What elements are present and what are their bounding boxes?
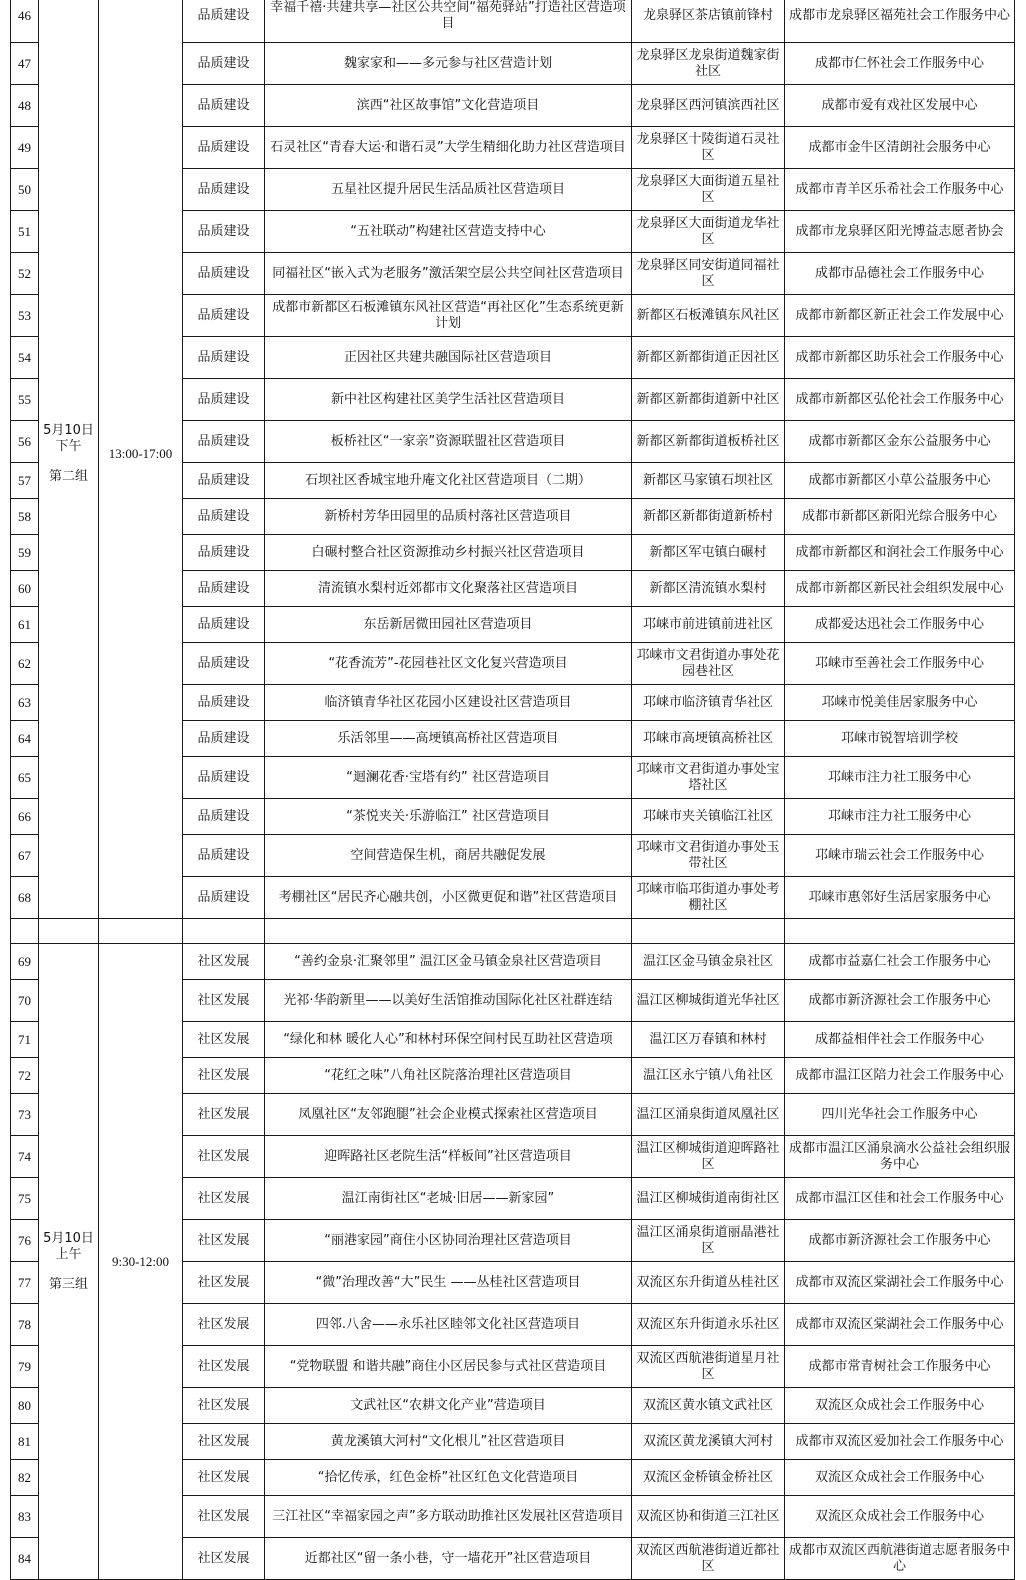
project-location: 新都区清流镇水梨村 (632, 571, 785, 607)
project-name: 新桥村芳华田园里的品质村落社区营造项目 (265, 499, 632, 535)
empty-cell (265, 919, 632, 944)
service-organization: 成都市新都区新民社会组织发展中心 (785, 571, 1015, 607)
service-organization: 成都市常青树社会工作服务中心 (785, 1346, 1015, 1388)
project-name: 清流镇水梨村近郊都市文化聚落社区营造项目 (265, 571, 632, 607)
project-name: 光祁·华韵新里——以美好生活馆推动国际化社区社群连结 (265, 980, 632, 1022)
row-number: 80 (11, 1388, 39, 1424)
project-name: 成都市新都区石板滩镇东风社区营造“再社区化”生态系统更新计划 (265, 295, 632, 337)
service-organization: 成都市品德社会工作服务中心 (785, 253, 1015, 295)
project-name: 幸福千禧·共建共享—社区公共空间“福苑驿站”打造社区营造项目 (265, 0, 632, 43)
project-name: 滨西“社区故事馆”文化营造项目 (265, 85, 632, 127)
service-organization: 成都市龙泉驿区阳光博益志愿者协会 (785, 211, 1015, 253)
project-location: 邛崃市前进镇前进社区 (632, 607, 785, 643)
project-location: 龙泉驿区同安街道同福社区 (632, 253, 785, 295)
service-organization: 成都市新都区和润社会工作服务中心 (785, 535, 1015, 571)
service-organization: 成都市新都区新阳光综合服务中心 (785, 499, 1015, 535)
project-category: 品质建设 (183, 127, 265, 169)
project-location: 龙泉驿区大面街道五星社区 (632, 169, 785, 211)
project-name: 黄龙溪镇大河村“文化根儿”社区营造项目 (265, 1424, 632, 1460)
group-date: 5月10日 (43, 422, 94, 438)
empty-cell (632, 919, 785, 944)
project-name: 凤凰社区“友邻跑腿”社会企业模式探索社区营造项目 (265, 1094, 632, 1136)
service-organization: 成都市双流区棠湖社会工作服务中心 (785, 1304, 1015, 1346)
project-name: 新中社区构建社区美学生活社区营造项目 (265, 379, 632, 421)
project-category: 社区发展 (183, 1178, 265, 1220)
project-name: “善约金泉·汇聚邻里” 温江区金马镇金泉社区营造项目 (265, 944, 632, 980)
project-category: 品质建设 (183, 685, 265, 721)
service-organization: 邛崃市至善社会工作服务中心 (785, 643, 1015, 685)
project-location: 温江区金马镇金泉社区 (632, 944, 785, 980)
table-row (11, 944, 1015, 980)
project-name: “绿化和林 暖化人心”和林村环保空间村民互助社区营造项 (265, 1022, 632, 1058)
project-name: 近都社区“留一条小巷，守一墙花开”社区营造项目 (265, 1538, 632, 1580)
service-organization: 成都市青羊区乐希社会工作服务中心 (785, 169, 1015, 211)
project-name: 四邻.八舍——永乐社区睦邻文化社区营造项目 (265, 1304, 632, 1346)
project-name: 迎晖路社区老院生活“样板间”社区营造项目 (265, 1136, 632, 1178)
project-name: “迴澜花香·宝塔有约” 社区营造项目 (265, 757, 632, 799)
project-category: 社区发展 (183, 1136, 265, 1178)
service-organization: 成都市温江区佳和社会工作服务中心 (785, 1178, 1015, 1220)
service-organization: 成都市双流区爱加社会工作服务中心 (785, 1424, 1015, 1460)
row-number: 53 (11, 295, 39, 337)
project-category: 社区发展 (183, 1094, 265, 1136)
project-category: 社区发展 (183, 944, 265, 980)
service-organization: 邛崃市瑞云社会工作服务中心 (785, 835, 1015, 877)
empty-cell (785, 919, 1015, 944)
service-organization: 成都市新都区小草公益服务中心 (785, 463, 1015, 499)
service-organization: 双流区众成社会工作服务中心 (785, 1460, 1015, 1496)
group-group: 第二组 (48, 468, 88, 484)
project-category: 品质建设 (183, 295, 265, 337)
row-number: 50 (11, 169, 39, 211)
service-organization: 成都市新都区新正社会工作发展中心 (785, 295, 1015, 337)
service-organization: 成都市双流区西航港街道志愿者服务中心 (785, 1538, 1015, 1580)
service-organization: 成都市龙泉驿区福苑社会工作服务中心 (785, 0, 1015, 43)
empty-cell (11, 919, 39, 944)
project-location: 温江区柳城街道南街社区 (632, 1178, 785, 1220)
row-number: 47 (11, 43, 39, 85)
row-number: 73 (11, 1094, 39, 1136)
project-location: 双流区东升街道永乐社区 (632, 1304, 785, 1346)
row-number: 49 (11, 127, 39, 169)
project-name: 石灵社区“青春大运·和谐石灵”大学生精细化助力社区营造项目 (265, 127, 632, 169)
row-number: 59 (11, 535, 39, 571)
project-location: 新都区石板滩镇东风社区 (632, 295, 785, 337)
project-category: 社区发展 (183, 1538, 265, 1580)
row-number: 57 (11, 463, 39, 499)
row-number: 51 (11, 211, 39, 253)
project-name: 乐活邻里——高埂镇高桥社区营造项目 (265, 721, 632, 757)
row-number: 60 (11, 571, 39, 607)
project-category: 品质建设 (183, 0, 265, 43)
project-name: 温江南街社区“老城·旧居——新家园” (265, 1178, 632, 1220)
project-name: 考棚社区“居民齐心融共创，小区微更促和谐”社区营造项目 (265, 877, 632, 919)
project-location: 龙泉驿区西河镇滨西社区 (632, 85, 785, 127)
project-category: 品质建设 (183, 643, 265, 685)
group-time: 13:00-17:00 (99, 0, 183, 919)
row-number: 78 (11, 1304, 39, 1346)
service-organization: 成都市益嘉仁社会工作服务中心 (785, 944, 1015, 980)
project-location: 双流区西航港街道星月社区 (632, 1346, 785, 1388)
project-name: “茶悦夹关·乐游临江” 社区营造项目 (265, 799, 632, 835)
service-organization: 成都市爱有戏社区发展中心 (785, 85, 1015, 127)
project-name: 板桥社区“一家亲”资源联盟社区营造项目 (265, 421, 632, 463)
row-number: 68 (11, 877, 39, 919)
project-location: 双流区东升街道丛桂社区 (632, 1262, 785, 1304)
project-location: 双流区协和街道三江社区 (632, 1496, 785, 1538)
project-location: 邛崃市临邛街道办事处考棚社区 (632, 877, 785, 919)
service-organization: 成都市温江区陪力社会工作服务中心 (785, 1058, 1015, 1094)
project-location: 邛崃市高埂镇高桥社区 (632, 721, 785, 757)
project-location: 邛崃市文君街道办事处花园巷社区 (632, 643, 785, 685)
project-location: 新都区新都街道正因社区 (632, 337, 785, 379)
project-category: 品质建设 (183, 535, 265, 571)
project-category: 品质建设 (183, 607, 265, 643)
row-number: 70 (11, 980, 39, 1022)
row-number: 67 (11, 835, 39, 877)
table-body (11, 0, 1015, 1580)
project-location: 双流区金桥镇金桥社区 (632, 1460, 785, 1496)
project-location: 双流区西航港街道近都社区 (632, 1538, 785, 1580)
project-category: 社区发展 (183, 980, 265, 1022)
project-category: 品质建设 (183, 799, 265, 835)
row-number: 69 (11, 944, 39, 980)
table-row (11, 0, 1015, 43)
project-location: 温江区柳城街道迎晖路社区 (632, 1136, 785, 1178)
project-category: 品质建设 (183, 85, 265, 127)
row-number: 66 (11, 799, 39, 835)
service-organization: 邛崃市悦美佳居家服务中心 (785, 685, 1015, 721)
project-location: 邛崃市文君街道办事处宝塔社区 (632, 757, 785, 799)
row-number: 61 (11, 607, 39, 643)
row-number: 63 (11, 685, 39, 721)
project-category: 社区发展 (183, 1496, 265, 1538)
row-number: 83 (11, 1496, 39, 1538)
row-number: 64 (11, 721, 39, 757)
project-category: 社区发展 (183, 1388, 265, 1424)
service-organization: 成都市新济源社会工作服务中心 (785, 1220, 1015, 1262)
project-location: 温江区涌泉街道凤凰社区 (632, 1094, 785, 1136)
row-number: 82 (11, 1460, 39, 1496)
project-location: 温江区柳城街道光华社区 (632, 980, 785, 1022)
service-organization: 成都市金牛区清朗社会服务中心 (785, 127, 1015, 169)
project-category: 品质建设 (183, 571, 265, 607)
project-location: 龙泉驿区大面街道龙华社区 (632, 211, 785, 253)
project-name: 东岳新居微田园社区营造项目 (265, 607, 632, 643)
project-category: 品质建设 (183, 721, 265, 757)
project-name: “丽港家园”商住小区协同治理社区营造项目 (265, 1220, 632, 1262)
project-location: 温江区永宁镇八角社区 (632, 1058, 785, 1094)
group-group: 第三组 (48, 1276, 88, 1292)
row-number: 56 (11, 421, 39, 463)
project-location: 新都区军屯镇白碾村 (632, 535, 785, 571)
row-number: 46 (11, 0, 39, 43)
project-category: 品质建设 (183, 379, 265, 421)
project-location: 温江区万春镇和林村 (632, 1022, 785, 1058)
service-organization: 邛崃市注力社工服务中心 (785, 757, 1015, 799)
project-name: “五社联动”构建社区营造支持中心 (265, 211, 632, 253)
project-location: 新都区马家镇石坝社区 (632, 463, 785, 499)
group-period: 下午 (55, 438, 82, 454)
project-name: 魏家家和——多元参与社区营造计划 (265, 43, 632, 85)
project-name: 五星社区提升居民生活品质社区营造项目 (265, 169, 632, 211)
project-category: 社区发展 (183, 1022, 265, 1058)
row-number: 75 (11, 1178, 39, 1220)
service-organization: 四川光华社会工作服务中心 (785, 1094, 1015, 1136)
empty-cell (183, 919, 265, 944)
service-organization: 邛崃市惠邻好生活居家服务中心 (785, 877, 1015, 919)
project-name: 同福社区“嵌入式为老服务”激活架空层公共空间社区营造项目 (265, 253, 632, 295)
project-name: 石坝社区香城宝地升庵文化社区营造项目（二期） (265, 463, 632, 499)
service-organization: 成都市新都区助乐社会工作服务中心 (785, 337, 1015, 379)
service-organization: 成都市温江区涌泉滴水公益社会组织服务中心 (785, 1136, 1015, 1178)
project-category: 品质建设 (183, 337, 265, 379)
row-number: 65 (11, 757, 39, 799)
project-category: 社区发展 (183, 1424, 265, 1460)
service-organization: 邛崃市锐智培训学校 (785, 721, 1015, 757)
project-location: 邛崃市文君街道办事处玉带社区 (632, 835, 785, 877)
empty-cell (99, 919, 183, 944)
row-number: 72 (11, 1058, 39, 1094)
project-location: 邛崃市夹关镇临江社区 (632, 799, 785, 835)
project-name: “拾忆传承，红色金桥”社区红色文化营造项目 (265, 1460, 632, 1496)
project-location: 新都区新都街道新桥村 (632, 499, 785, 535)
service-organization: 双流区众成社会工作服务中心 (785, 1496, 1015, 1538)
service-organization: 邛崃市注力社工服务中心 (785, 799, 1015, 835)
project-name: 三江社区“幸福家园之声”多方联动助推社区发展社区营造项目 (265, 1496, 632, 1538)
project-name: “花红之味”八角社区院落治理社区营造项目 (265, 1058, 632, 1094)
project-name: 空间营造保生机，商居共融促发展 (265, 835, 632, 877)
row-number: 84 (11, 1538, 39, 1580)
group-date: 5月10日 (43, 1230, 94, 1246)
group-label-cell (39, 0, 99, 919)
service-organization: 成都市新济源社会工作服务中心 (785, 980, 1015, 1022)
project-category: 品质建设 (183, 463, 265, 499)
project-category: 品质建设 (183, 877, 265, 919)
row-number: 79 (11, 1346, 39, 1388)
project-category: 社区发展 (183, 1460, 265, 1496)
project-name: “微”治理改善“大”民生 ——丛桂社区营造项目 (265, 1262, 632, 1304)
project-category: 社区发展 (183, 1304, 265, 1346)
row-number: 71 (11, 1022, 39, 1058)
project-category: 品质建设 (183, 43, 265, 85)
service-organization: 双流区众成社会工作服务中心 (785, 1388, 1015, 1424)
project-name: 正因社区共建共融国际社区营造项目 (265, 337, 632, 379)
row-number: 55 (11, 379, 39, 421)
project-name: “花香流芳”-花园巷社区文化复兴营造项目 (265, 643, 632, 685)
project-category: 品质建设 (183, 211, 265, 253)
project-category: 品质建设 (183, 757, 265, 799)
row-number: 54 (11, 337, 39, 379)
row-number: 74 (11, 1136, 39, 1178)
project-category: 品质建设 (183, 835, 265, 877)
project-location: 龙泉驿区十陵街道石灵社区 (632, 127, 785, 169)
project-name: 临济镇青华社区花园小区建设社区营造项目 (265, 685, 632, 721)
project-category: 品质建设 (183, 499, 265, 535)
project-category: 社区发展 (183, 1346, 265, 1388)
project-location: 双流区黄水镇文武社区 (632, 1388, 785, 1424)
service-organization: 成都市新都区金东公益服务中心 (785, 421, 1015, 463)
group-time: 9:30-12:00 (99, 944, 183, 1580)
project-location: 龙泉驿区茶店镇前锋村 (632, 0, 785, 43)
project-name: 白碾村整合社区资源推动乡村振兴社区营造项目 (265, 535, 632, 571)
project-location: 新都区新都街道板桥社区 (632, 421, 785, 463)
project-category: 社区发展 (183, 1058, 265, 1094)
row-number: 81 (11, 1424, 39, 1460)
service-organization: 成都市双流区棠湖社会工作服务中心 (785, 1262, 1015, 1304)
project-category: 品质建设 (183, 421, 265, 463)
project-category: 品质建设 (183, 253, 265, 295)
project-location: 温江区涌泉街道丽晶港社区 (632, 1220, 785, 1262)
project-location: 双流区黄龙溪镇大河村 (632, 1424, 785, 1460)
project-location: 新都区新都街道新中社区 (632, 379, 785, 421)
group-separator-row (11, 919, 1015, 944)
project-category: 社区发展 (183, 1262, 265, 1304)
group-period: 上午 (55, 1246, 82, 1262)
group-label-cell (39, 944, 99, 1580)
project-schedule-table (10, 0, 1015, 1580)
project-category: 品质建设 (183, 169, 265, 211)
service-organization: 成都市新都区弘伦社会工作服务中心 (785, 379, 1015, 421)
project-name: 文武社区“农耕文化产业”营造项目 (265, 1388, 632, 1424)
row-number: 76 (11, 1220, 39, 1262)
project-category: 社区发展 (183, 1220, 265, 1262)
row-number: 77 (11, 1262, 39, 1304)
empty-cell (39, 919, 99, 944)
service-organization: 成都市仁怀社会工作服务中心 (785, 43, 1015, 85)
project-location: 龙泉驿区龙泉街道魏家街社区 (632, 43, 785, 85)
row-number: 58 (11, 499, 39, 535)
row-number: 62 (11, 643, 39, 685)
row-number: 48 (11, 85, 39, 127)
service-organization: 成都益相伴社会工作服务中心 (785, 1022, 1015, 1058)
row-number: 52 (11, 253, 39, 295)
project-name: “党物联盟 和谐共融”商住小区居民参与式社区营造项目 (265, 1346, 632, 1388)
project-location: 邛崃市临济镇青华社区 (632, 685, 785, 721)
service-organization: 成都爱达迅社会工作服务中心 (785, 607, 1015, 643)
